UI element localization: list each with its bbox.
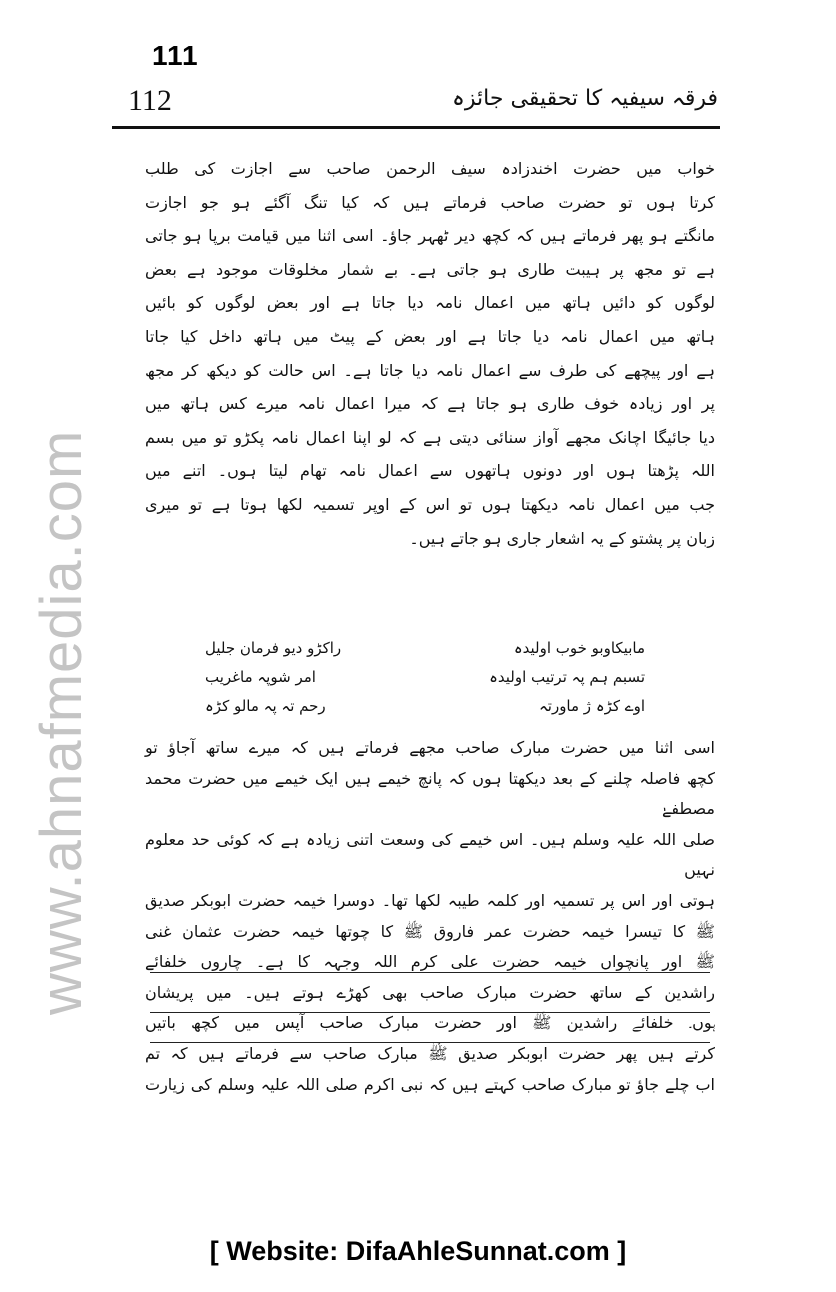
text-line: خواب میں حضرت اخندزادہ سیف الرحمن صاحب سے اجازت کی طلب bbox=[145, 159, 715, 178]
underline-mark bbox=[150, 1042, 710, 1043]
text-line: اللہ پڑھتا ہوں اور دونوں ہاتھوں سے اعمال نامہ تھام لیتا ہوں۔ اتنے میں bbox=[145, 461, 715, 481]
text-line: لوگوں کو دائیں ہاتھ میں اعمال نامہ دیا جاتا ہے اور بعض لوگوں کو بائیں bbox=[145, 293, 715, 313]
verse-row bbox=[205, 663, 645, 692]
verse-hemistich: تسبم ہم پہ ترتیب اولیدہ bbox=[489, 668, 645, 686]
verse-hemistich: رحم تہ پہ مالو کڑہ bbox=[205, 697, 326, 715]
verse-hemistich: اوے کڑہ ژ ماورتہ bbox=[538, 697, 645, 715]
text-line: ہے اور پیچھے کی طرف سے اعمال نامہ دیا جاتا ہے۔ اس حالت کو دیکھ کر مجھ bbox=[145, 360, 715, 380]
watermark: www.ahnafmedia.com bbox=[29, 429, 94, 1015]
text-line: پر اور زیادہ خوف طاری ہو جاتا ہے کہ میرا اعمال نامہ میرے کس ہاتھ میں bbox=[145, 394, 715, 414]
underline-mark bbox=[150, 972, 710, 973]
verse-row bbox=[205, 634, 645, 663]
paragraph-1 bbox=[145, 152, 715, 555]
text-line: کرتا ہوں تو حضرت صاحب فرماتے ہیں کہ کیا تنگ آگئے ہو جو اجازت bbox=[145, 192, 715, 212]
text-line: ہوں۔ خلفائے راشدین ﷺ اور حضرت مبارک صاحب آپس میں کچھ باتیں bbox=[145, 1013, 715, 1033]
text-line: ﷺ اور پانچواں خیمہ حضرت علی کرم اللہ وجہہ کا ہے۔ چاروں خلفائے bbox=[145, 952, 715, 972]
text-line: اسی اثنا میں حضرت مبارک صاحب مجھے فرماتے ہیں کہ میرے ساتھ آجاؤ تو bbox=[145, 738, 715, 757]
text-line: کچھ فاصلہ چلنے کے بعد دیکھتا ہوں کہ پانچ خیمے ہیں ایک خیمے میں حضرت محمد مصطفےٰ bbox=[145, 768, 715, 819]
text-line: اب چلے جاؤ تو مبارک صاحب کہتے ہیں کہ نبی اکرم صلی اللہ علیہ وسلم کی زیارت bbox=[145, 1074, 715, 1094]
verse-hemistich: راکڑو دیو فرمان جلیل bbox=[205, 639, 342, 657]
text-line: دیا جائیگا اچانک مجھے آواز سنائی دیتی ہے کہ لو اپنا اعمال نامہ پکڑو تو میں بسم bbox=[145, 427, 715, 447]
footer-website: [ Website: DifaAhleSunnat.com ] bbox=[209, 1236, 627, 1266]
text-line: راشدین کے ساتھ حضرت مبارک صاحب بھی کھڑے ہوتے ہیں۔ میں پریشان bbox=[145, 982, 715, 1002]
text-line: صلی اللہ علیہ وسلم ہیں۔ اس خیمے کی وسعت اتنی زیادہ ہے کہ کوئی حد معلوم نہیں bbox=[145, 829, 715, 880]
text-line: کرتے ہیں پھر حضرت ابوبکر صدیق ﷺ مبارک صاحب سے فرماتے ہیں کہ تم bbox=[145, 1043, 715, 1063]
text-line: ﷺ کا تیسرا خیمہ حضرت عمر فاروق ﷺ کا چوتھا خیمہ حضرت عثمان غنی bbox=[145, 921, 715, 941]
running-header: فرقہ سیفیہ کا تحقیقی جائزہ bbox=[452, 86, 718, 111]
text-line: زبان پر پشتو کے یہ اشعار جاری ہو جاتے ہیں۔ bbox=[409, 528, 715, 548]
text-line: جب میں اعمال نامہ دیکھتا ہوں تو اس کے اوپر تسمیہ لکھا ہوتا ہے تو میری bbox=[145, 494, 715, 514]
verse-hemistich: امر شوپہ ماغریب bbox=[205, 668, 316, 686]
verse-hemistich: مابیکاوبو خوب اولیدہ bbox=[513, 639, 645, 657]
text-line: ہاتھ میں اعمال نامہ دیا جاتا ہے اور بعض کے پیٹ میں ہاتھ داخل کیا جاتا bbox=[145, 326, 715, 346]
text-line: مانگتے ہو پھر فرماتے ہیں کہ کچھ دیر ٹھہر جاؤ۔ اسی اثنا میں قیامت برپا ہو جاتی bbox=[145, 226, 715, 246]
scan-page-number: 111 bbox=[152, 40, 199, 71]
page-number: 112 bbox=[128, 84, 172, 117]
verse-row bbox=[205, 692, 645, 721]
text-line: ہوتی اور اس پر تسمیہ اور کلمہ طیبہ لکھا تھا۔ دوسرا خیمہ حضرت ابوبکر صدیق bbox=[145, 890, 715, 910]
header-rule bbox=[112, 126, 720, 129]
text-line: ہے تو مجھ پر ہیبت طاری ہو جاتی ہے۔ بے شمار مخلوقات موجود ہے بعض bbox=[145, 259, 715, 279]
paragraph-2 bbox=[145, 733, 715, 1100]
underline-mark bbox=[150, 1012, 710, 1013]
pashto-verse bbox=[205, 634, 645, 721]
